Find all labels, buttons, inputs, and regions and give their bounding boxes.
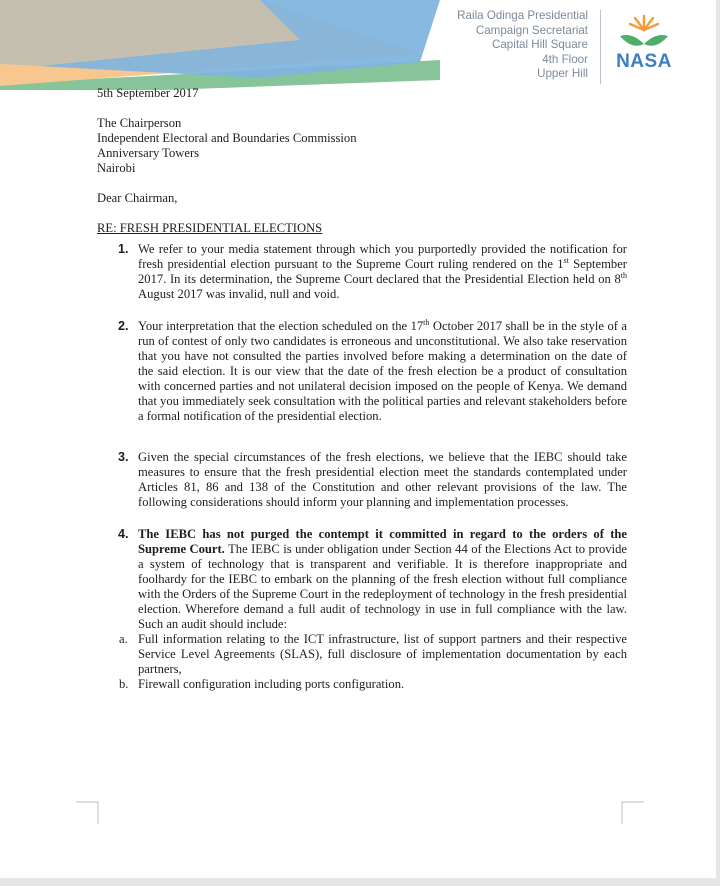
ordinal-suffix: st bbox=[563, 255, 569, 265]
recipient-address bbox=[97, 116, 627, 176]
ordinal-suffix: th bbox=[423, 317, 430, 327]
point-text-part: September 2017. In its determination, the Supreme Court declared that the Presidential Election held on 8 bbox=[138, 257, 627, 286]
point-number: 3. bbox=[118, 450, 129, 464]
points-list bbox=[97, 242, 627, 692]
point-text bbox=[138, 527, 627, 632]
secretariat-address bbox=[457, 9, 588, 82]
address-line: Campaign Secretariat bbox=[475, 23, 588, 37]
subitem-text: Firewall configuration including ports configuration. bbox=[138, 677, 405, 691]
subitem-letter: a. bbox=[119, 632, 128, 646]
subject-line: RE: FRESH PRESIDENTIAL ELECTIONS bbox=[97, 221, 323, 235]
point-text-part: Your interpretation that the election scheduled on the 17 bbox=[138, 319, 424, 333]
point-text bbox=[138, 242, 627, 302]
address-line: Upper Hill bbox=[537, 67, 588, 81]
point-bold-text: The IEBC has not purged the contempt it committed in regard to the orders of the Supreme Court. bbox=[138, 527, 627, 556]
point-item bbox=[97, 242, 627, 302]
subitem-letter: b. bbox=[119, 677, 129, 691]
recipient-line: Nairobi bbox=[97, 161, 136, 175]
logo-separator bbox=[600, 10, 601, 84]
letter-body bbox=[97, 86, 627, 692]
address-line: Raila Odinga Presidential bbox=[457, 9, 588, 22]
subitem bbox=[97, 677, 627, 692]
point-item bbox=[97, 527, 627, 692]
point-text-part: The IEBC is under obligation under Section 44 of the Elections Act to provide a system of technology that is transparent and verifiable. It is therefore inappropriate and foolhardy for the IEBC to embark on the planning of the fresh election without full compliance with the Orders of the Supreme Court in the redeployment of technology in the fresh presidential election. Wherefore demand a full audit of technology in use in full compliance with the law. Such an audit should include: bbox=[138, 542, 627, 631]
subitem-list bbox=[97, 632, 627, 692]
point-text-part: August 2017 was invalid, null and void. bbox=[138, 287, 340, 301]
recipient-line: Independent Electoral and Boundaries Commission bbox=[97, 131, 357, 145]
letter-date: 5th September 2017 bbox=[97, 86, 199, 100]
crop-mark-left bbox=[76, 800, 102, 826]
crop-mark-right bbox=[620, 800, 646, 826]
subitem bbox=[97, 632, 627, 677]
address-line: 4th Floor bbox=[542, 52, 588, 66]
point-item bbox=[97, 450, 627, 510]
subitem-text: Full information relating to the ICT infrastructure, list of support partners and their respective Service Level Agreements (SLAS), full disclosure of implementation documentation by each partners, bbox=[138, 632, 627, 676]
point-text: Given the special circumstances of the fresh elections, we believe that the IEBC should take measures to ensure that the fresh presidential election meet the standards contemplated under Articles 81, 86 and 138 of the Constitution and other relevant provisions of the law. The following considerations should inform your planning and implementation processes. bbox=[138, 450, 627, 509]
ordinal-suffix: th bbox=[620, 270, 627, 280]
address-line: Capital Hill Square bbox=[491, 38, 588, 52]
recipient-line: Anniversary Towers bbox=[97, 146, 200, 160]
recipient-line: The Chairperson bbox=[97, 116, 182, 130]
point-text-part: We refer to your media statement through which you purportedly provided the notification for fresh presidential election pursuant to the Supreme Court ruling rendered on the 1 bbox=[138, 242, 627, 271]
point-item bbox=[97, 319, 627, 424]
point-text-part: October 2017 shall be in the style of a run of contest of only two candidates is erroneous and unconstitutional. We also take reservation that you have not consulted the parties involved before making a determination on the date of the said election. It is our view that the date of the fresh election be a product of consultation with concerned parties and not unilateral decision imposed on the people of Kenya. We demand that you immediately seek consultation with the political parties and relevant stakeholders before a formal notification of the presidential election. bbox=[138, 319, 627, 423]
point-number: 2. bbox=[118, 319, 129, 333]
point-number: 1. bbox=[118, 242, 129, 256]
point-text bbox=[138, 319, 627, 424]
salutation: Dear Chairman, bbox=[97, 191, 178, 205]
point-number: 4. bbox=[118, 527, 129, 541]
nasa-logo-text: NASA bbox=[616, 51, 672, 72]
